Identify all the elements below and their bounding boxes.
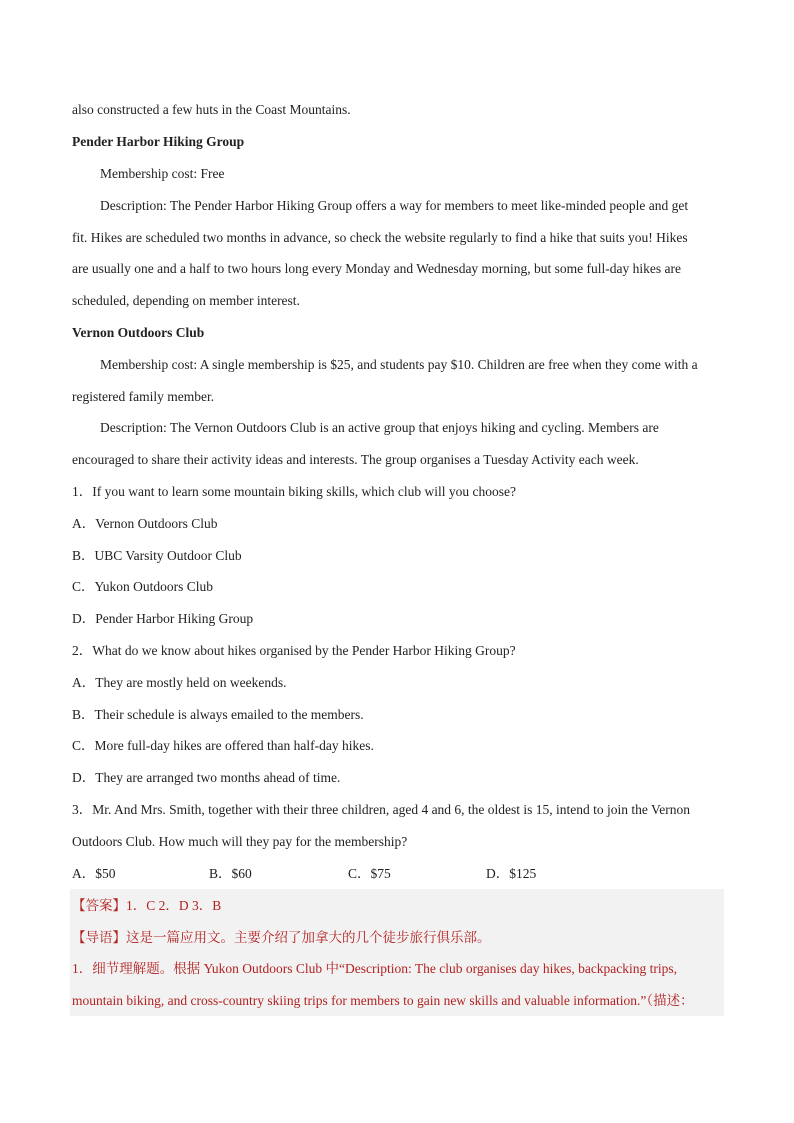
guide-line <box>72 929 491 947</box>
pender-desc-line: are usually one and a half to two hours long every Monday and Wednesday morning, but some full-day hikes are <box>72 261 682 276</box>
q2-option-a: A．They are mostly held on weekends. <box>72 675 287 690</box>
answer-label: 【答案】 <box>72 898 126 913</box>
q1-option-c: C．Yukon Outdoors Club <box>72 579 214 594</box>
q1-option-d: D．Pender Harbor Hiking Group <box>72 611 254 626</box>
pender-desc-line: Description: The Pender Harbor Hiking Group offers a way for members to meet like-minded people and get <box>100 198 689 213</box>
vernon-desc-line: Description: The Vernon Outdoors Club is an active group that enjoys hiking and cycling. Members are <box>100 420 659 435</box>
q3-option-d: D．$125 <box>486 866 537 881</box>
pender-cost: Membership cost: Free <box>100 166 225 181</box>
explanation-line: 1．细节理解题。根据 Yukon Outdoors Club 中“Description: The club organises day hikes, backpacking trips, <box>72 961 678 976</box>
vernon-cost-line: Membership cost: A single membership is $25, and students pay $10. Children are free when they come with a <box>100 357 698 372</box>
pender-desc-line: fit. Hikes are scheduled two months in advance, so check the website regularly to find a hike that suits you! Hikes <box>72 230 688 245</box>
question-3-stem: Outdoors Club. How much will they pay for the membership? <box>72 834 408 849</box>
guide-label: 【导语】 <box>72 930 126 945</box>
q3-option-c: C．$75 <box>348 866 391 881</box>
question-3-stem: 3．Mr. And Mrs. Smith, together with their three children, aged 4 and 6, the oldest is 15, intend to join the Vernon <box>72 802 691 817</box>
answer-text: 1．C 2．D 3．B <box>126 898 222 913</box>
q3-option-b: B．$60 <box>209 866 252 881</box>
explanation-line: mountain biking, and cross-country skiing trips for members to gain new skills and valuable information.”（描述： <box>72 993 694 1008</box>
q2-option-b: B．Their schedule is always emailed to the members. <box>72 707 364 722</box>
q1-option-b: B．UBC Varsity Outdoor Club <box>72 548 242 563</box>
q2-option-c: C．More full-day hikes are offered than half-day hikes. <box>72 738 374 753</box>
q1-option-a: A．Vernon Outdoors Club <box>72 516 218 531</box>
question-1-stem: 1．If you want to learn some mountain biking skills, which club will you choose? <box>72 484 516 499</box>
club-heading-pender: Pender Harbor Hiking Group <box>72 134 245 149</box>
q2-option-d: D．They are arranged two months ahead of time. <box>72 770 341 785</box>
answer-line <box>72 897 221 915</box>
club-heading-vernon: Vernon Outdoors Club <box>72 325 205 340</box>
q3-option-a: A．$50 <box>72 866 116 881</box>
vernon-desc-line: encouraged to share their activity ideas and interests. The group organises a Tuesday Activity each week. <box>72 452 639 467</box>
vernon-cost-line: registered family member. <box>72 389 215 404</box>
passage-line: also constructed a few huts in the Coast Mountains. <box>72 102 351 117</box>
question-2-stem: 2．What do we know about hikes organised by the Pender Harbor Hiking Group? <box>72 643 516 658</box>
guide-text: 这是一篇应用文。主要介绍了加拿大的几个徒步旅行俱乐部。 <box>126 930 491 945</box>
pender-desc-line: scheduled, depending on member interest. <box>72 293 300 308</box>
